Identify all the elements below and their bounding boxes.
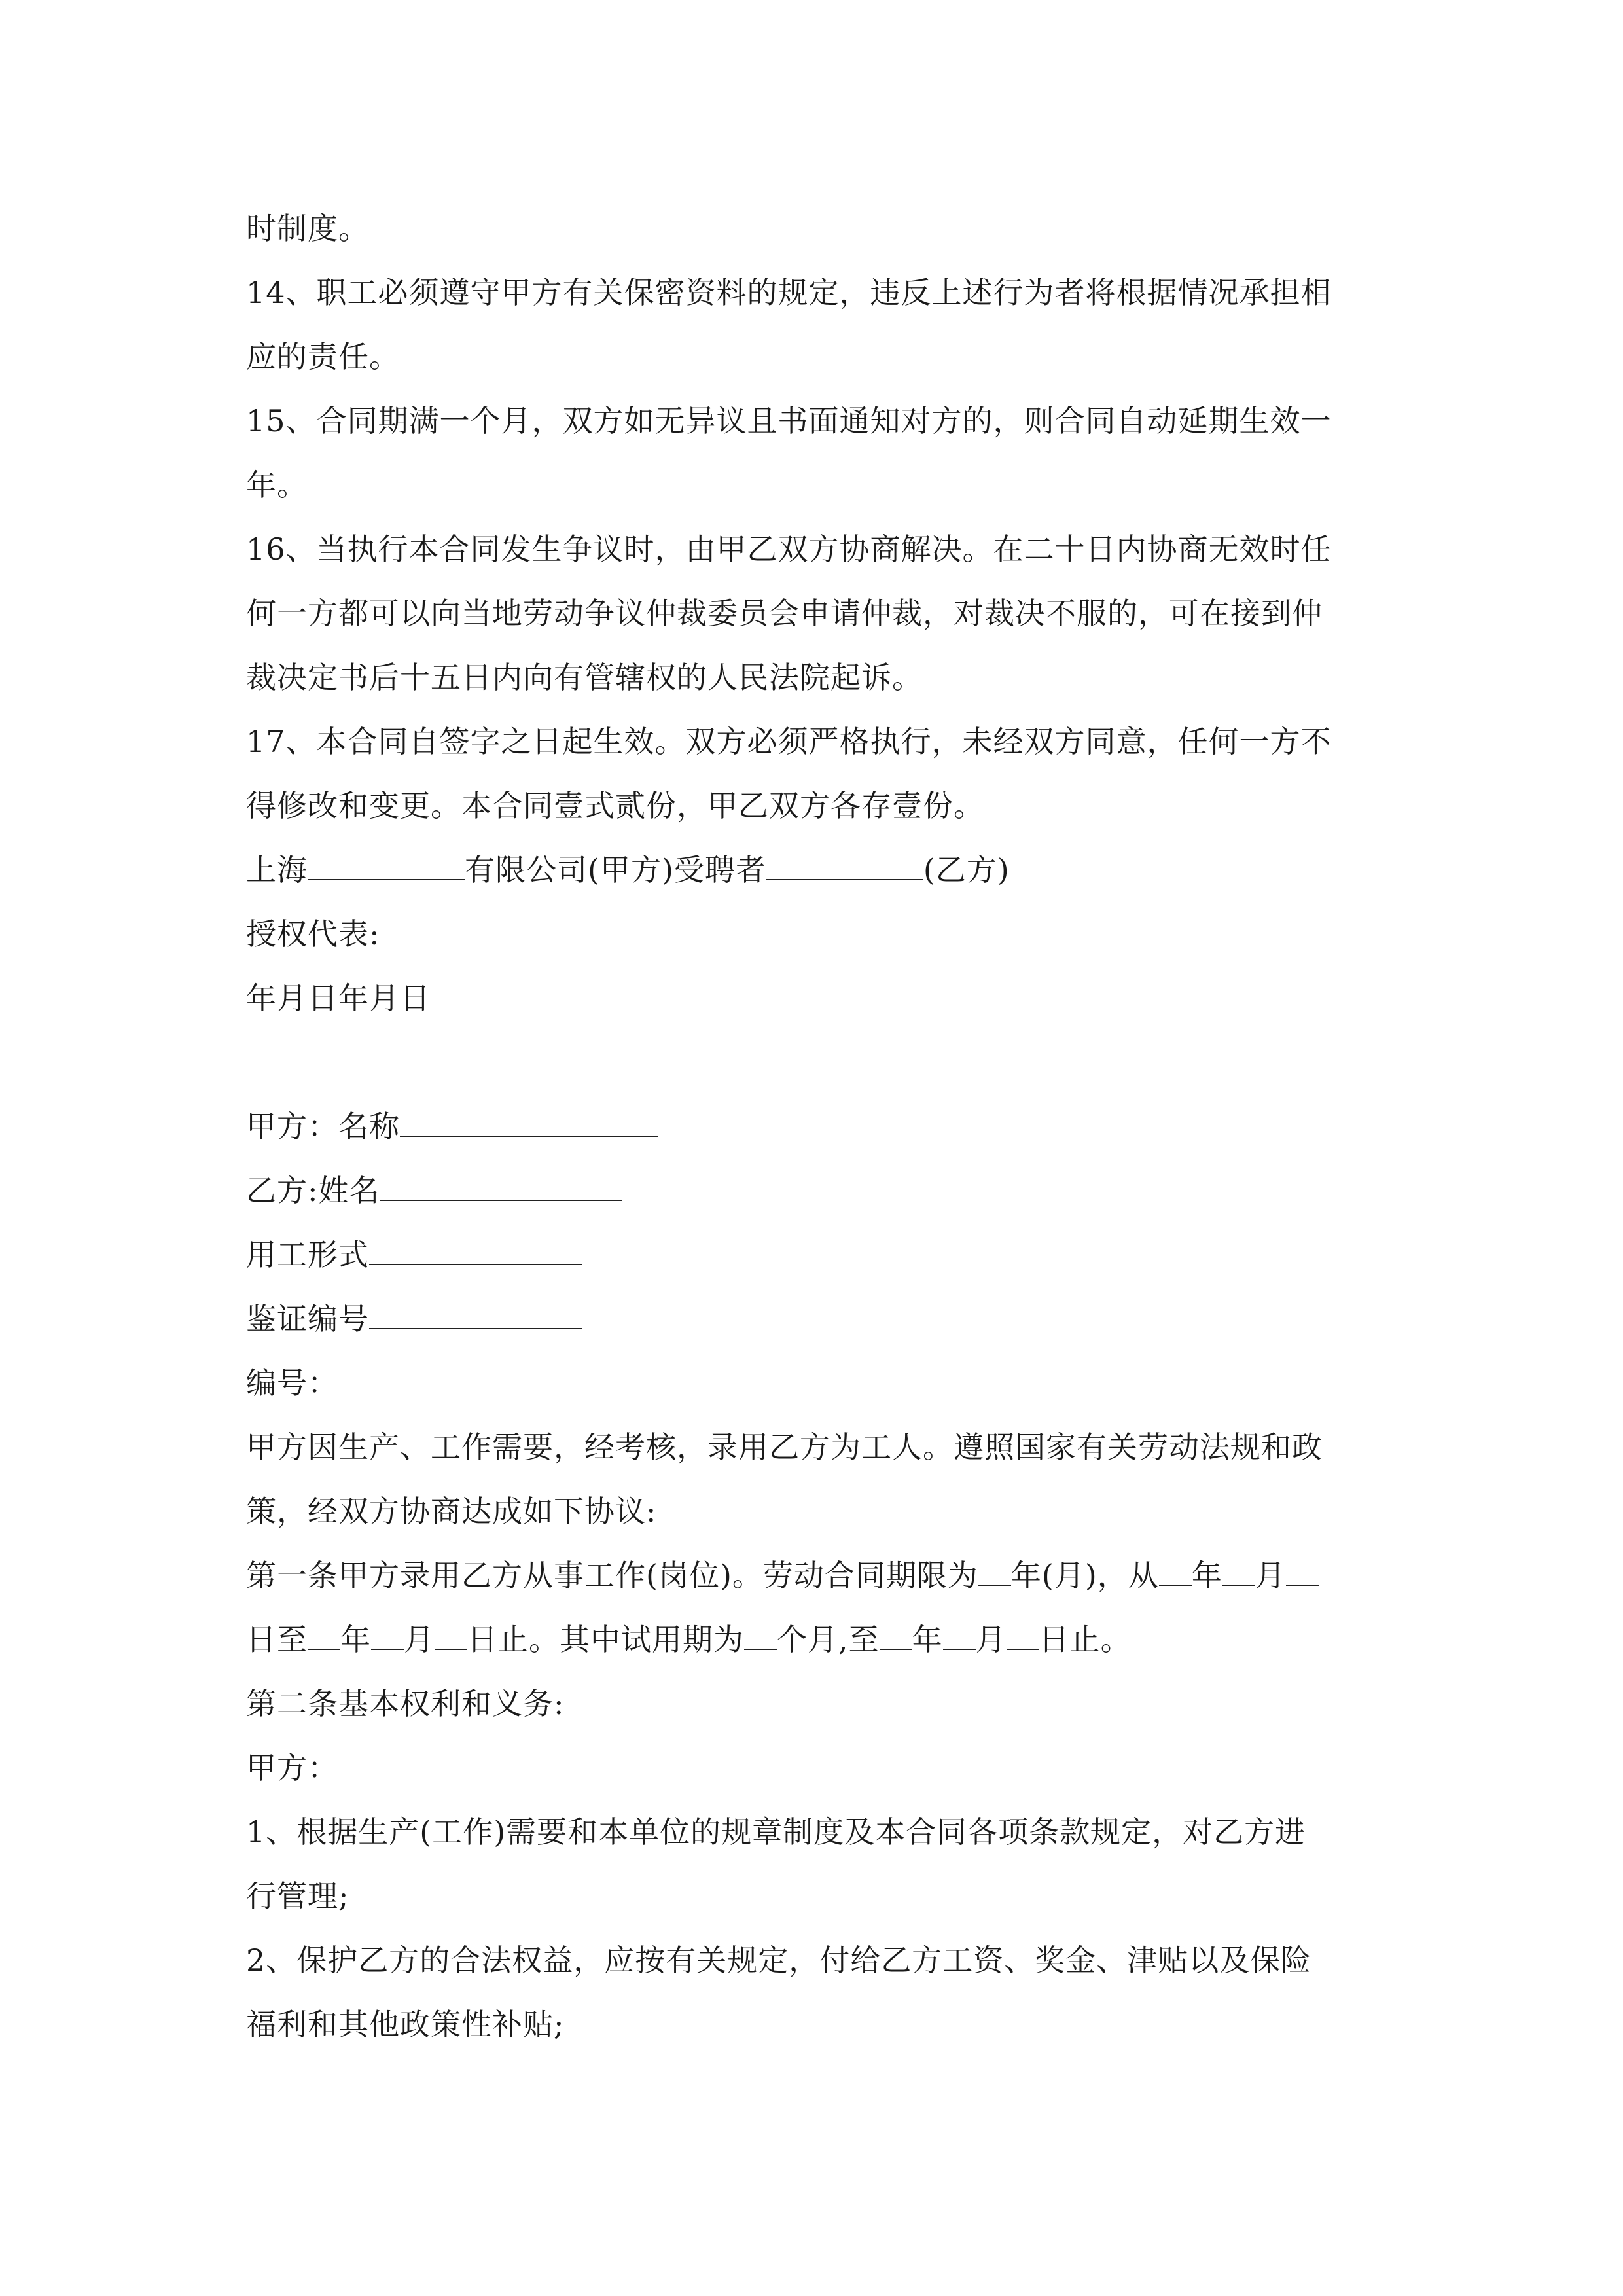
signature-company: 有限公司(甲方)受聘者 bbox=[465, 852, 766, 888]
form-party-a bbox=[246, 1094, 1382, 1158]
article-1-text: 月 bbox=[1255, 1558, 1286, 1593]
preamble-line-2: 策，经双方协商达成如下协议: bbox=[246, 1494, 657, 1529]
company-name-blank bbox=[308, 842, 465, 880]
preamble-line-1: 甲方因生产、工作需要，经考核，录用乙方为工人。遵照国家有关劳动法规和政 bbox=[246, 1429, 1323, 1465]
probation-year-blank bbox=[880, 1612, 912, 1650]
party-a-heading: 甲方： bbox=[246, 1750, 338, 1785]
clause-14-line-1: 14、职工必须遵守甲方有关保密资料的规定，违反上述行为者将根据情况承担相 bbox=[246, 275, 1332, 310]
party-b-name-blank bbox=[380, 1163, 622, 1201]
signature-city: 上海 bbox=[246, 852, 308, 888]
item-2-line-1: 2、保护乙方的合法权益，应按有关规定，付给乙方工资、奖金、津贴以及保险 bbox=[246, 1943, 1312, 1978]
clause-17-line-2: 得修改和变更。本合同壹式贰份，甲乙双方各存壹份。 bbox=[246, 788, 984, 823]
clause-16-line-3: 裁决定书后十五日内向有管辖权的人民法院起诉。 bbox=[246, 660, 923, 695]
article-2-heading: 第二条基本权利和义务: bbox=[246, 1686, 565, 1721]
item-1-line-1: 1、根据生产(工作)需要和本单位的规章制度及本合同各项条款规定，对乙方进 bbox=[246, 1814, 1306, 1850]
employment-type-label: 用工形式 bbox=[246, 1237, 369, 1272]
article-1-text: 第一条甲方录用乙方从事工作(岗位)。劳动合同期限为 bbox=[246, 1558, 978, 1593]
signature-line bbox=[246, 838, 1382, 902]
article-1-text: 日止。 bbox=[1039, 1622, 1132, 1657]
article-1-text: 个月,至 bbox=[777, 1622, 880, 1657]
party-a-name-blank bbox=[400, 1099, 658, 1137]
article-1-line-1 bbox=[246, 1543, 1382, 1607]
form-cert-no bbox=[246, 1287, 1382, 1351]
signature-dates: 年月日年月日 bbox=[246, 980, 431, 1016]
item-2-line-2: 福利和其他政策性补贴; bbox=[246, 2007, 565, 2042]
form-number: 编号： bbox=[246, 1365, 338, 1401]
article-1-text: 日至 bbox=[246, 1622, 308, 1657]
signature-party-b: (乙方) bbox=[923, 852, 1010, 888]
article-1-text: 月 bbox=[404, 1622, 435, 1657]
end-year-blank bbox=[308, 1612, 340, 1650]
employee-name-blank bbox=[766, 842, 923, 880]
probation-day-blank bbox=[1007, 1612, 1039, 1650]
end-day-blank bbox=[435, 1612, 467, 1650]
form-party-b bbox=[246, 1158, 1382, 1223]
article-1-text: 年 bbox=[1191, 1558, 1222, 1593]
clause-16-line-2: 何一方都可以向当地劳动争议仲裁委员会申请仲裁，对裁决不服的，可在接到仲 bbox=[246, 596, 1323, 631]
article-1-line-2 bbox=[246, 1607, 1382, 1672]
form-employment-type bbox=[246, 1223, 1382, 1287]
article-1-text: 年 bbox=[340, 1622, 371, 1657]
article-1-text: 年 bbox=[912, 1622, 943, 1657]
article-1-text: 年(月)，从 bbox=[1010, 1558, 1159, 1593]
clause-15-line-1: 15、合同期满一个月，双方如无异议且书面通知对方的，则合同自动延期生效一 bbox=[246, 403, 1332, 439]
start-year-blank bbox=[1159, 1548, 1192, 1586]
probation-month-blank bbox=[943, 1612, 976, 1650]
clause-15-line-2: 年。 bbox=[246, 467, 308, 503]
item-1-line-2: 行管理; bbox=[246, 1878, 349, 1914]
authorized-representative: 授权代表: bbox=[246, 916, 380, 952]
document-body bbox=[246, 196, 1382, 2056]
cert-no-label: 鉴证编号 bbox=[246, 1301, 369, 1336]
clause-16-line-1: 16、当执行本合同发生争议时，由甲乙双方协商解决。在二十日内协商无效时任 bbox=[246, 531, 1332, 567]
clause-14-line-2: 应的责任。 bbox=[246, 339, 400, 374]
start-month-blank bbox=[1222, 1548, 1255, 1586]
party-a-label: 甲方：名称 bbox=[246, 1109, 400, 1144]
probation-months-blank bbox=[744, 1612, 777, 1650]
employment-type-blank bbox=[369, 1227, 582, 1265]
term-blank bbox=[978, 1548, 1011, 1586]
article-1-text: 月 bbox=[975, 1622, 1007, 1657]
section-gap bbox=[246, 1030, 1382, 1094]
party-b-label: 乙方:姓名 bbox=[246, 1173, 380, 1208]
clause-17-line-1: 17、本合同自签字之日起生效。双方必须严格执行，未经双方同意，任何一方不 bbox=[246, 724, 1332, 759]
article-1-text: 日止。其中试用期为 bbox=[467, 1622, 744, 1657]
text-line: 时制度。 bbox=[246, 211, 369, 246]
start-day-blank bbox=[1286, 1548, 1319, 1586]
end-month-blank bbox=[371, 1612, 404, 1650]
cert-no-blank bbox=[369, 1291, 582, 1329]
